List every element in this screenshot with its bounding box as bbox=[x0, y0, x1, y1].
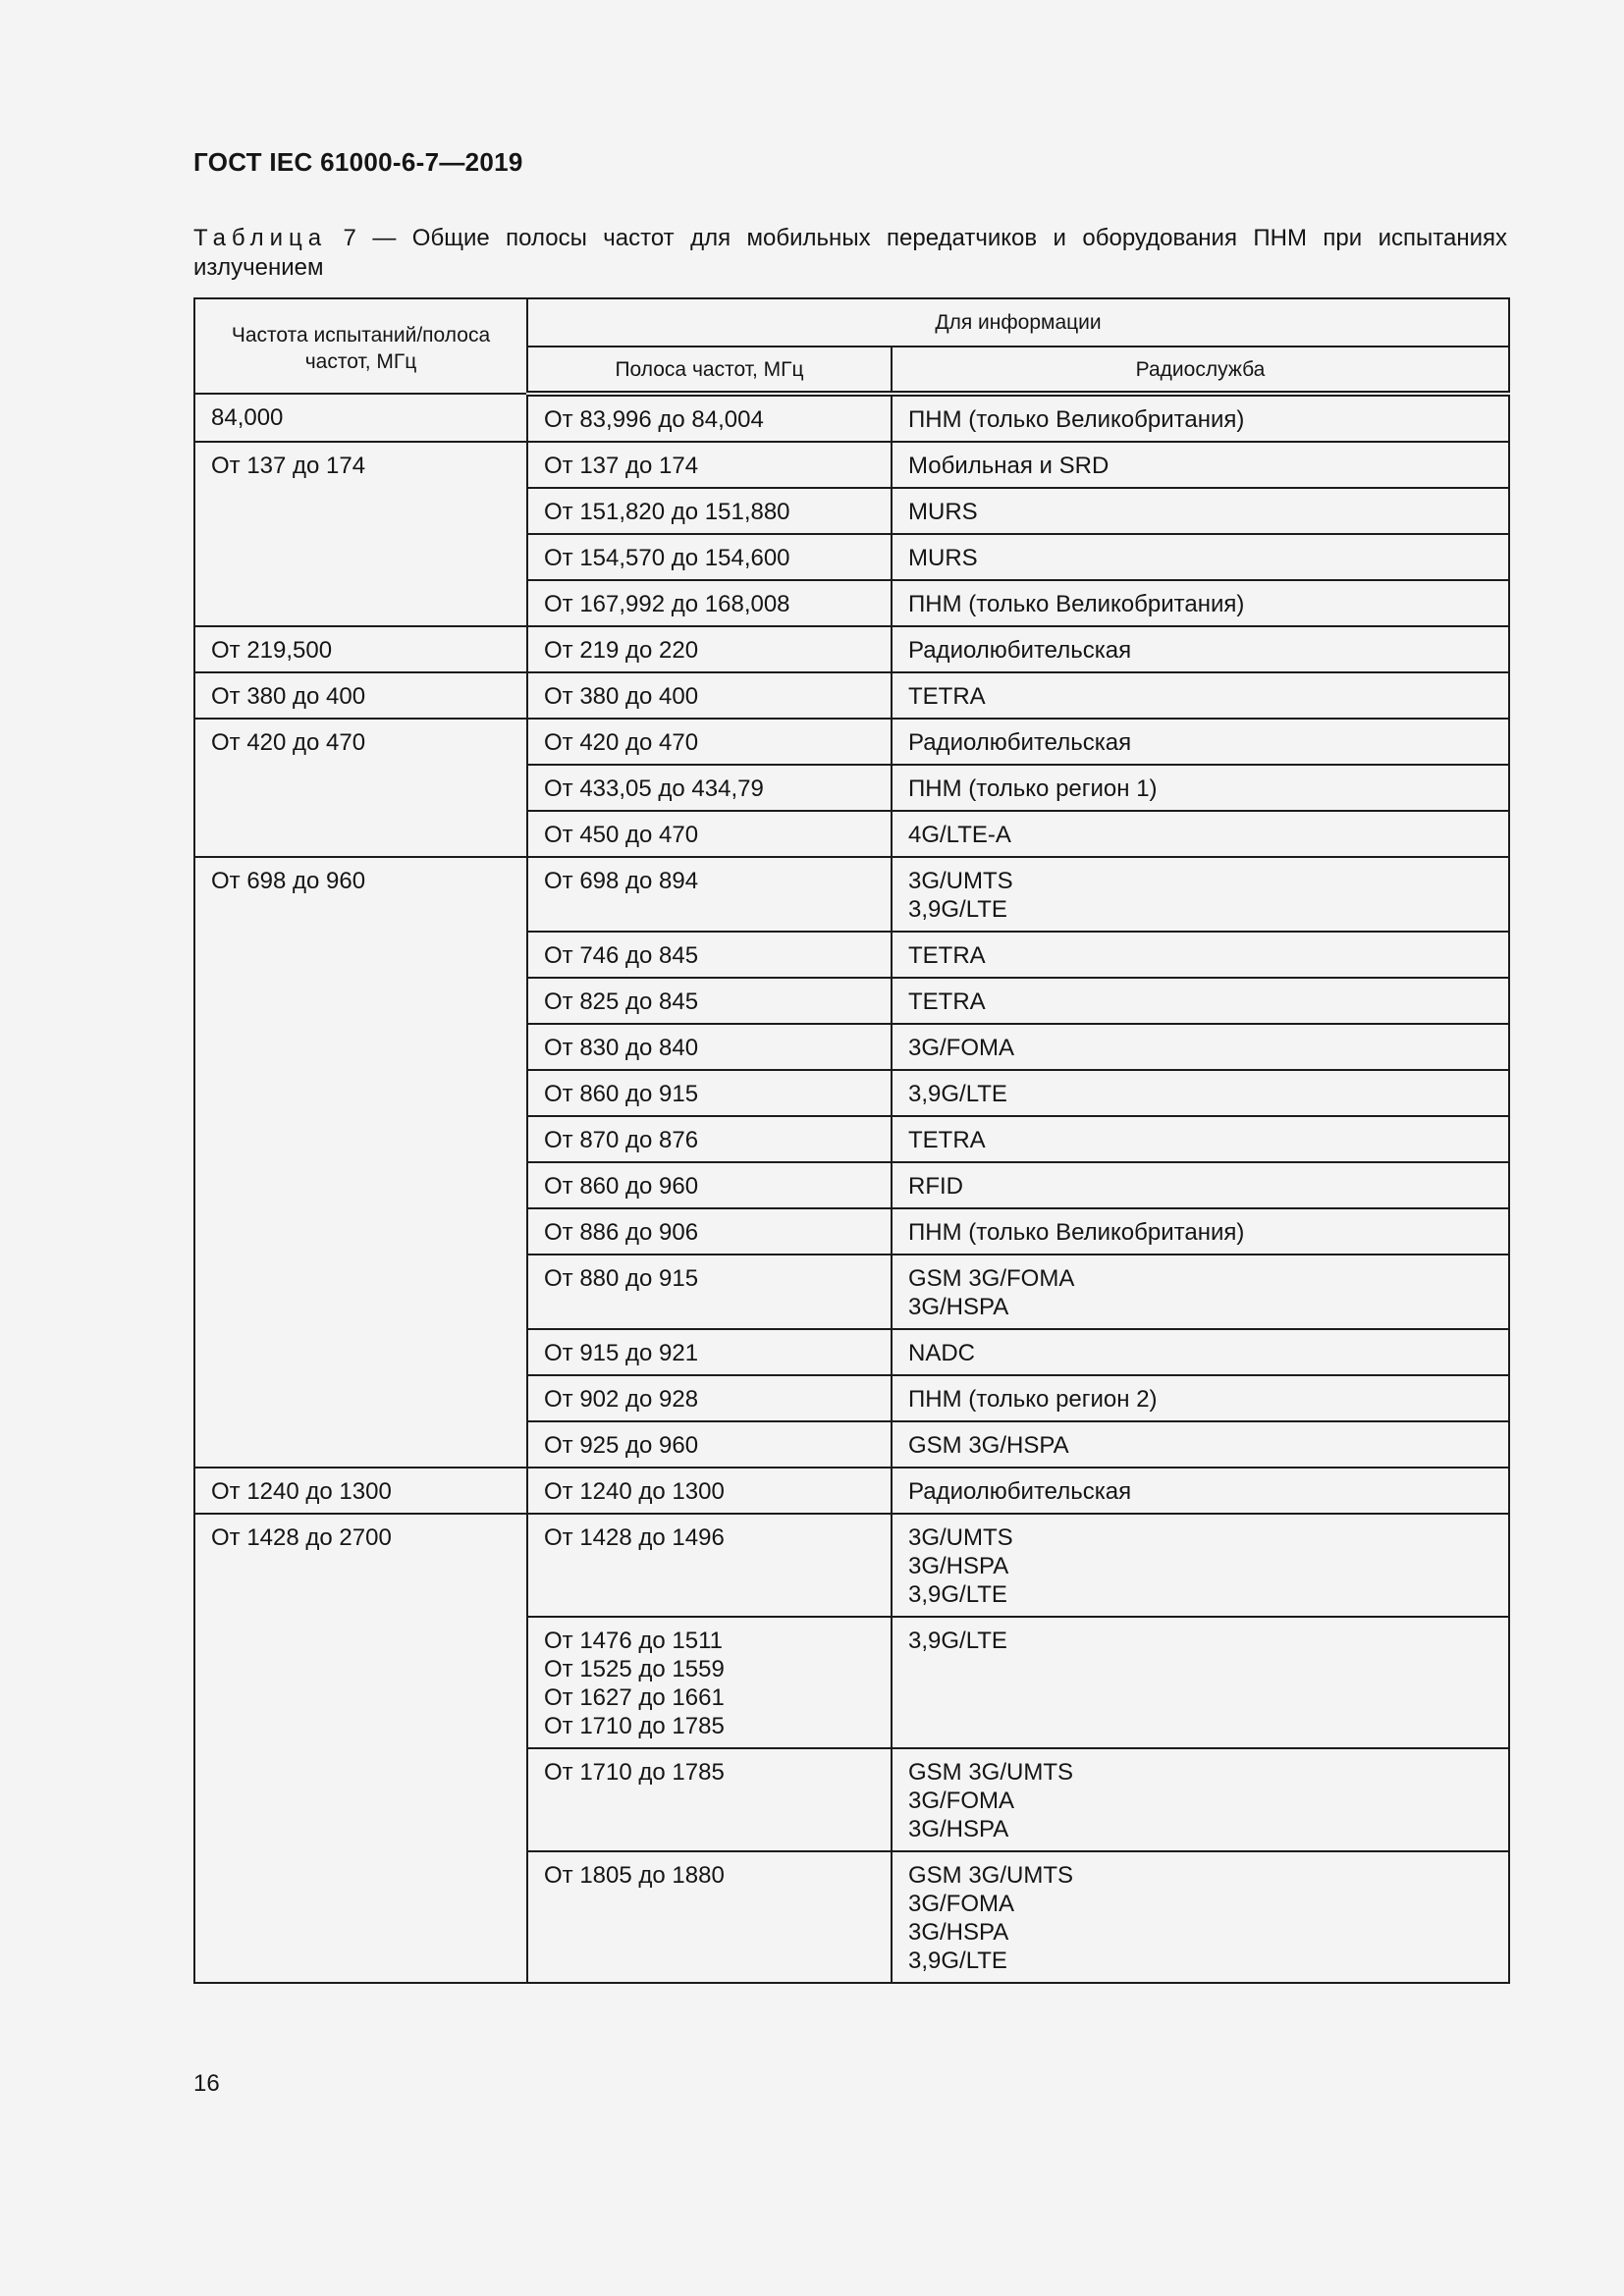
radio-service-cell: MURS bbox=[892, 488, 1509, 534]
test-frequency-cell: От 1428 до 2700 bbox=[194, 1514, 527, 1983]
test-frequency-cell: От 1240 до 1300 bbox=[194, 1468, 527, 1514]
frequency-band-cell: От 433,05 до 434,79 bbox=[527, 765, 892, 811]
header-frequency-band: Полоса частот, МГц bbox=[527, 347, 892, 394]
frequency-band-cell: От 860 до 915 bbox=[527, 1070, 892, 1116]
frequency-band-cell: От 450 до 470 bbox=[527, 811, 892, 857]
test-frequency-cell: 84,000 bbox=[194, 394, 527, 442]
radio-service-cell: 4G/LTE-A bbox=[892, 811, 1509, 857]
radio-service-cell: ПНМ (только регион 2) bbox=[892, 1375, 1509, 1421]
radio-service-cell: GSM 3G/HSPA bbox=[892, 1421, 1509, 1468]
radio-service-cell: ПНМ (только Великобритания) bbox=[892, 394, 1509, 442]
radio-service-cell: 3,9G/LTE bbox=[892, 1070, 1509, 1116]
frequency-band-cell: От 746 до 845 bbox=[527, 932, 892, 978]
frequency-band-cell: От 698 до 894 bbox=[527, 857, 892, 932]
frequency-band-cell: От 870 до 876 bbox=[527, 1116, 892, 1162]
table-caption-label: Таблица bbox=[193, 225, 328, 251]
radio-service-cell: RFID bbox=[892, 1162, 1509, 1208]
table-row bbox=[194, 442, 1509, 488]
frequency-band-cell: От 880 до 915 bbox=[527, 1255, 892, 1329]
frequency-band-cell: От 860 до 960 bbox=[527, 1162, 892, 1208]
frequency-band-cell: От 137 до 174 bbox=[527, 442, 892, 488]
header-for-information: Для информации bbox=[527, 298, 1509, 347]
radio-service-cell: NADC bbox=[892, 1329, 1509, 1375]
header-radio-service: Радиослужба bbox=[892, 347, 1509, 394]
frequency-band-cell: От 167,992 до 168,008 bbox=[527, 580, 892, 626]
document-code: ГОСТ IEC 61000-6-7—2019 bbox=[193, 147, 523, 177]
frequency-band-cell: От 915 до 921 bbox=[527, 1329, 892, 1375]
frequency-table bbox=[193, 297, 1510, 1984]
frequency-band-cell: От 219 до 220 bbox=[527, 626, 892, 672]
frequency-band-cell: От 1710 до 1785 bbox=[527, 1748, 892, 1851]
test-frequency-cell: От 698 до 960 bbox=[194, 857, 527, 1468]
radio-service-cell: Мобильная и SRD bbox=[892, 442, 1509, 488]
frequency-band-cell: От 420 до 470 bbox=[527, 719, 892, 765]
radio-service-cell: TETRA bbox=[892, 1116, 1509, 1162]
table-row bbox=[194, 626, 1509, 672]
test-frequency-cell: От 420 до 470 bbox=[194, 719, 527, 857]
radio-service-cell: ПНМ (только Великобритания) bbox=[892, 580, 1509, 626]
table-row bbox=[194, 719, 1509, 765]
table-row bbox=[194, 857, 1509, 932]
page-number: 16 bbox=[193, 2070, 220, 2097]
radio-service-cell: GSM 3G/FOMA 3G/HSPA bbox=[892, 1255, 1509, 1329]
table-caption-text: 7 — Общие полосы частот для мобильных передатчиков и оборудования ПНМ при испытаниях излучением bbox=[193, 225, 1507, 281]
frequency-band-cell: От 380 до 400 bbox=[527, 672, 892, 719]
radio-service-cell: GSM 3G/UMTS 3G/FOMA 3G/HSPA bbox=[892, 1748, 1509, 1851]
frequency-band-cell: От 902 до 928 bbox=[527, 1375, 892, 1421]
test-frequency-cell: От 380 до 400 bbox=[194, 672, 527, 719]
test-frequency-cell: От 219,500 bbox=[194, 626, 527, 672]
frequency-band-cell: От 83,996 до 84,004 bbox=[527, 394, 892, 442]
frequency-band-cell: От 1240 до 1300 bbox=[527, 1468, 892, 1514]
frequency-band-cell: От 151,820 до 151,880 bbox=[527, 488, 892, 534]
radio-service-cell: GSM 3G/UMTS 3G/FOMA 3G/HSPA 3,9G/LTE bbox=[892, 1851, 1509, 1983]
frequency-band-cell: От 154,570 до 154,600 bbox=[527, 534, 892, 580]
table-row bbox=[194, 672, 1509, 719]
frequency-band-cell: От 925 до 960 bbox=[527, 1421, 892, 1468]
radio-service-cell: ПНМ (только регион 1) bbox=[892, 765, 1509, 811]
radio-service-cell: 3G/UMTS 3,9G/LTE bbox=[892, 857, 1509, 932]
table-row bbox=[194, 1468, 1509, 1514]
table-row bbox=[194, 394, 1509, 442]
radio-service-cell: Радиолюбительская bbox=[892, 626, 1509, 672]
frequency-band-cell: От 825 до 845 bbox=[527, 978, 892, 1024]
table-caption bbox=[193, 224, 1507, 283]
header-test-frequency: Частота испытаний/полоса частот, МГц bbox=[194, 298, 527, 394]
radio-service-cell: TETRA bbox=[892, 932, 1509, 978]
frequency-band-cell: От 830 до 840 bbox=[527, 1024, 892, 1070]
test-frequency-cell: От 137 до 174 bbox=[194, 442, 527, 626]
radio-service-cell: 3,9G/LTE bbox=[892, 1617, 1509, 1748]
table-body bbox=[194, 394, 1509, 1983]
frequency-band-cell: От 1428 до 1496 bbox=[527, 1514, 892, 1617]
frequency-band-cell: От 886 до 906 bbox=[527, 1208, 892, 1255]
frequency-band-cell: От 1476 до 1511 От 1525 до 1559 От 1627 до 1661 От 1710 до 1785 bbox=[527, 1617, 892, 1748]
radio-service-cell: ПНМ (только Великобритания) bbox=[892, 1208, 1509, 1255]
table-row bbox=[194, 1514, 1509, 1617]
radio-service-cell: TETRA bbox=[892, 978, 1509, 1024]
radio-service-cell: MURS bbox=[892, 534, 1509, 580]
frequency-band-cell: От 1805 до 1880 bbox=[527, 1851, 892, 1983]
radio-service-cell: Радиолюбительская bbox=[892, 719, 1509, 765]
radio-service-cell: TETRA bbox=[892, 672, 1509, 719]
radio-service-cell: 3G/UMTS 3G/HSPA 3,9G/LTE bbox=[892, 1514, 1509, 1617]
radio-service-cell: Радиолюбительская bbox=[892, 1468, 1509, 1514]
radio-service-cell: 3G/FOMA bbox=[892, 1024, 1509, 1070]
